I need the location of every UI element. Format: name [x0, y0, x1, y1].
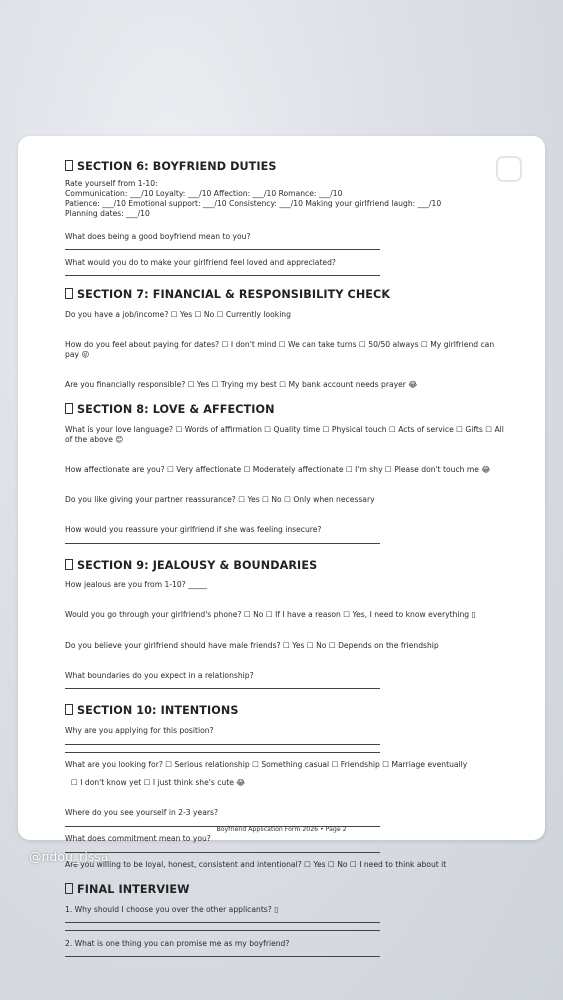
section-6-heading — [65, 160, 505, 174]
question: Why are you applying for this position? — [65, 726, 214, 736]
box-icon — [65, 704, 73, 715]
question-continued: ☐ I don't know yet ☐ I just think she's cute 😂 — [71, 777, 246, 787]
rate-intro: Rate yourself from 1-10: — [65, 179, 158, 188]
box-icon — [65, 883, 73, 894]
question: Where do you see yourself in 2-3 years? — [65, 808, 218, 817]
answer-line[interactable] — [65, 275, 380, 276]
question: How do you feel about paying for dates? ☐ I don't mind ☐ We can take turns ☐ 50/50 always ☐ My girlfriend can pay 😜 — [65, 340, 495, 360]
question: Do you believe your girlfriend should have male friends? ☐ Yes ☐ No ☐ Depends on the friendship — [65, 640, 439, 650]
form-page — [65, 160, 505, 964]
username-handle[interactable]: @ndou_rissa — [29, 849, 109, 864]
question: 2. What is one thing you can promise me as my boyfriend? — [65, 938, 290, 948]
question: What does commitment mean to you? — [65, 834, 211, 844]
box-icon — [65, 160, 73, 171]
section-8-heading — [65, 403, 505, 417]
answer-line[interactable] — [65, 752, 380, 753]
box-icon — [65, 403, 73, 414]
answer-line[interactable] — [65, 922, 380, 923]
rating-row-3: Planning dates: ___/10 — [65, 209, 150, 218]
section-8-title: SECTION 8: LOVE & AFFECTION — [77, 402, 275, 416]
question: Do you like giving your partner reassurance? ☐ Yes ☐ No ☐ Only when necessary — [65, 494, 375, 504]
answer-line[interactable] — [65, 744, 380, 745]
page-footer: Boyfriend Application Form 2026 • Page 2 — [216, 826, 347, 833]
section-7-heading — [65, 288, 505, 302]
question: Are you willing to be loyal, honest, consistent and intentional? ☐ Yes ☐ No ☐ I need to think about it — [65, 860, 447, 870]
question: What would you do to make your girlfriend feel loved and appreciated? — [65, 257, 336, 267]
question: What does being a good boyfriend mean to you? — [65, 231, 251, 241]
question: Are you financially responsible? ☐ Yes ☐ Trying my best ☐ My bank account needs prayer 😂 — [65, 380, 418, 390]
question: Would you go through your girlfriend's phone? ☐ No ☐ If I have a reason ☐ Yes, I need to know everything ▯ — [65, 610, 476, 620]
question: What is your love language? ☐ Words of affirmation ☐ Quality time ☐ Physical touch ☐ Acts of service ☐ Gifts ☐ All of the above 😊 — [65, 424, 504, 444]
question: Do you have a job/income? ☐ Yes ☐ No ☐ Currently looking — [65, 309, 291, 319]
final-interview-title: FINAL INTERVIEW — [77, 882, 190, 896]
section-10-title: SECTION 10: INTENTIONS — [77, 704, 239, 718]
question: How would you reassure your girlfriend if she was feeling insecure? — [65, 525, 322, 535]
box-icon — [65, 288, 73, 299]
question: How affectionate are you? ☐ Very affectionate ☐ Moderately affectionate ☐ I'm shy ☐ Please don't touch me 😂 — [65, 464, 491, 474]
question: 1. Why should I choose you over the other applicants? ▯ — [65, 904, 279, 914]
section-7-title: SECTION 7: FINANCIAL & RESPONSIBILITY CHECK — [77, 288, 391, 302]
answer-line[interactable] — [65, 249, 380, 250]
section-9-title: SECTION 9: JEALOUSY & BOUNDARIES — [77, 558, 318, 572]
question: What are you looking for? ☐ Serious relationship ☐ Something casual ☐ Friendship ☐ Marriage eventually — [65, 760, 468, 770]
box-icon — [65, 559, 73, 570]
answer-line[interactable] — [65, 930, 380, 931]
section-10-heading — [65, 704, 505, 718]
answer-line[interactable] — [65, 543, 380, 544]
section-9-heading — [65, 559, 505, 573]
rating-row-1: Communication: ___/10 Loyalty: ___/10 Affection: ___/10 Romance: ___/10 — [65, 189, 343, 198]
answer-line[interactable] — [65, 852, 380, 853]
rating-row-2: Patience: ___/10 Emotional support: ___/10 Consistency: ___/10 Making your girlfriend laugh: ___/10 — [65, 199, 442, 208]
section-6-title: SECTION 6: BOYFRIEND DUTIES — [77, 160, 277, 173]
answer-line[interactable] — [65, 956, 380, 957]
final-interview-heading — [65, 883, 505, 897]
answer-line[interactable] — [65, 688, 380, 689]
question: What boundaries do you expect in a relationship? — [65, 670, 254, 680]
question: How jealous are you from 1-10? _____ — [65, 580, 208, 590]
